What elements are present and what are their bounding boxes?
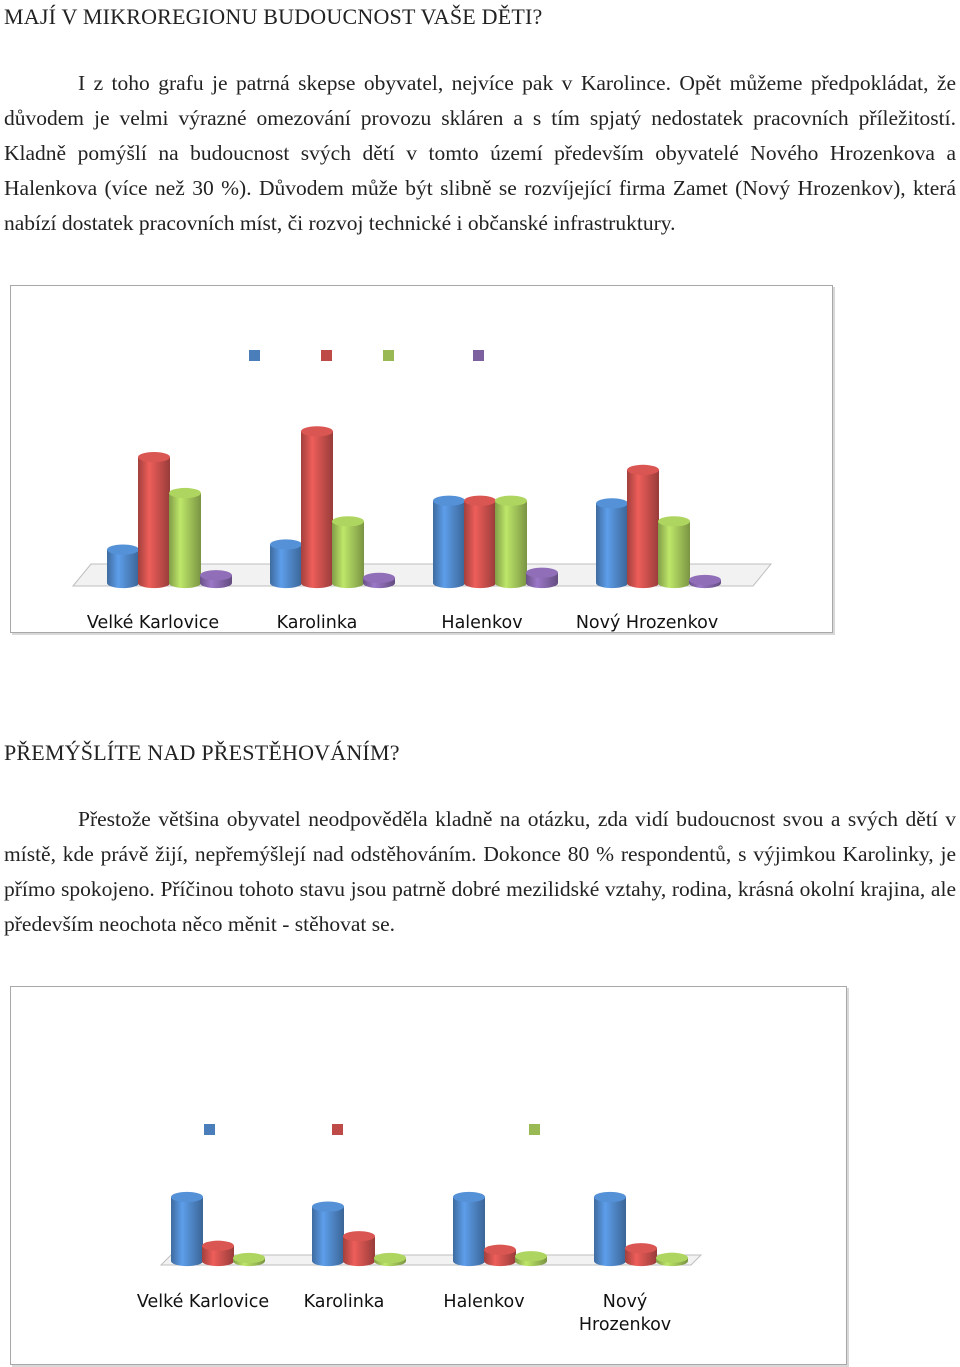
bar-halenkov-ano (433, 496, 465, 588)
bar-velke-karlovice-chteji-se-stehovat (202, 1241, 234, 1266)
chart-future-svg (11, 286, 832, 632)
section-heading-future: MAJÍ V MIKROREGIONU BUDOUCNOST VAŠE DĚTI? (4, 4, 543, 29)
legend-swatch-neodpovedeli (529, 1124, 540, 1135)
bar-velke-karlovice-spokojeni (171, 1192, 203, 1266)
bar-halenkov-neodpovedeli (526, 568, 558, 589)
legend-swatch-spokojeni (204, 1124, 215, 1135)
category-label-velke-karlovice: Velké Karlovice (86, 613, 220, 632)
bar-halenkov-spokojeni (453, 1192, 485, 1266)
bar-karolinka-ano (270, 539, 302, 588)
chart-moving-svg (11, 987, 846, 1364)
legend-swatch-nevim (383, 350, 394, 361)
bar-novy-hrozenkov-neodpovedeli (689, 575, 721, 588)
chart-moving (10, 986, 847, 1365)
bar-karolinka-ne (301, 426, 333, 588)
bar-velke-karlovice-ano (107, 544, 139, 588)
category-label-halenkov: Halenkov (441, 613, 523, 632)
paragraph-moving-text: Přestože většina obyvatel neodpověděla kladně na otázku, zda vidí budoucnost svou a svých dětí v místě, kde právě žijí, nepřemýšlejí nad odstěhováním. Dokonce 80 % respondentů, s výjimkou Karolinky, je přímo spokojeno. Příčinou tohoto stavu jsou patrně dobré mezilidské vztahy, rodina, krásná okolní krajina, ale především neochota něco měnit - stěhovat se. (4, 807, 956, 936)
bar-novy-hrozenkov-neodpovedeli (656, 1253, 688, 1266)
bar-velke-karlovice-neodpovedeli (233, 1253, 265, 1266)
paragraph-future (4, 66, 956, 241)
bar-novy-hrozenkov-nevim (658, 516, 690, 588)
category-label-karolinka: Karolinka (276, 613, 358, 632)
category-label-karolinka: Karolinka (303, 1292, 385, 1312)
paragraph-future-text: I z toho grafu je patrná skepse obyvatel, nejvíce pak v Karolince. Opět můžeme předpokládat, že důvodem je velmi výrazné omezování provozu skláren a s tím spjatý nedostatek pracovních příležitostí. Kladně pomýšlí na budoucnost svých dětí v tomto území především obyvatelé Nového Hrozenkova a Halenkova (více než 30 %). Důvodem může být slibně se rozvíjející firma Zamet (Nový Hrozenkov), která nabízí dostatek pracovních míst, či rozvoj technické i občanské infrastruktury. (4, 71, 956, 235)
bar-novy-hrozenkov-ano (596, 498, 628, 588)
bar-velke-karlovice-ne (138, 452, 170, 588)
bar-karolinka-chteji-se-stehovat (343, 1231, 375, 1266)
category-label-novy-hrozenkov: Nový Hrozenkov (575, 613, 719, 632)
legend-swatch-neodpovedeli (473, 350, 484, 361)
bar-velke-karlovice-neodpovedeli (200, 570, 232, 588)
bar-novy-hrozenkov-chteji-se-stehovat (625, 1243, 657, 1266)
category-label-velke-karlovice: Velké Karlovice (136, 1292, 270, 1312)
section-heading-moving: PŘEMÝŠLÍTE NAD PŘESTĚHOVÁNÍM? (4, 740, 400, 765)
bar-karolinka-spokojeni (312, 1201, 344, 1266)
chart-future-children (10, 285, 833, 633)
legend-swatch-chteji-se-stehovat (332, 1124, 343, 1135)
bar-velke-karlovice-nevim (169, 488, 201, 588)
paragraph-moving (4, 802, 956, 942)
category-label-halenkov: Halenkov (443, 1292, 525, 1312)
bar-karolinka-nevim (332, 516, 364, 588)
bar-novy-hrozenkov-spokojeni (594, 1192, 626, 1266)
bar-halenkov-chteji-se-stehovat (484, 1245, 516, 1266)
legend-swatch-ne (321, 350, 332, 361)
bar-halenkov-neodpovedeli (515, 1251, 547, 1266)
legend-swatch-ano (249, 350, 260, 361)
category-label-novy-hrozenkov: Nový Hrozenkov (578, 1292, 672, 1335)
bar-halenkov-ne (464, 496, 496, 588)
bar-karolinka-neodpovedeli (363, 573, 395, 588)
bar-novy-hrozenkov-ne (627, 465, 659, 588)
bar-karolinka-neodpovedeli (374, 1253, 406, 1266)
bar-halenkov-nevim (495, 496, 527, 588)
